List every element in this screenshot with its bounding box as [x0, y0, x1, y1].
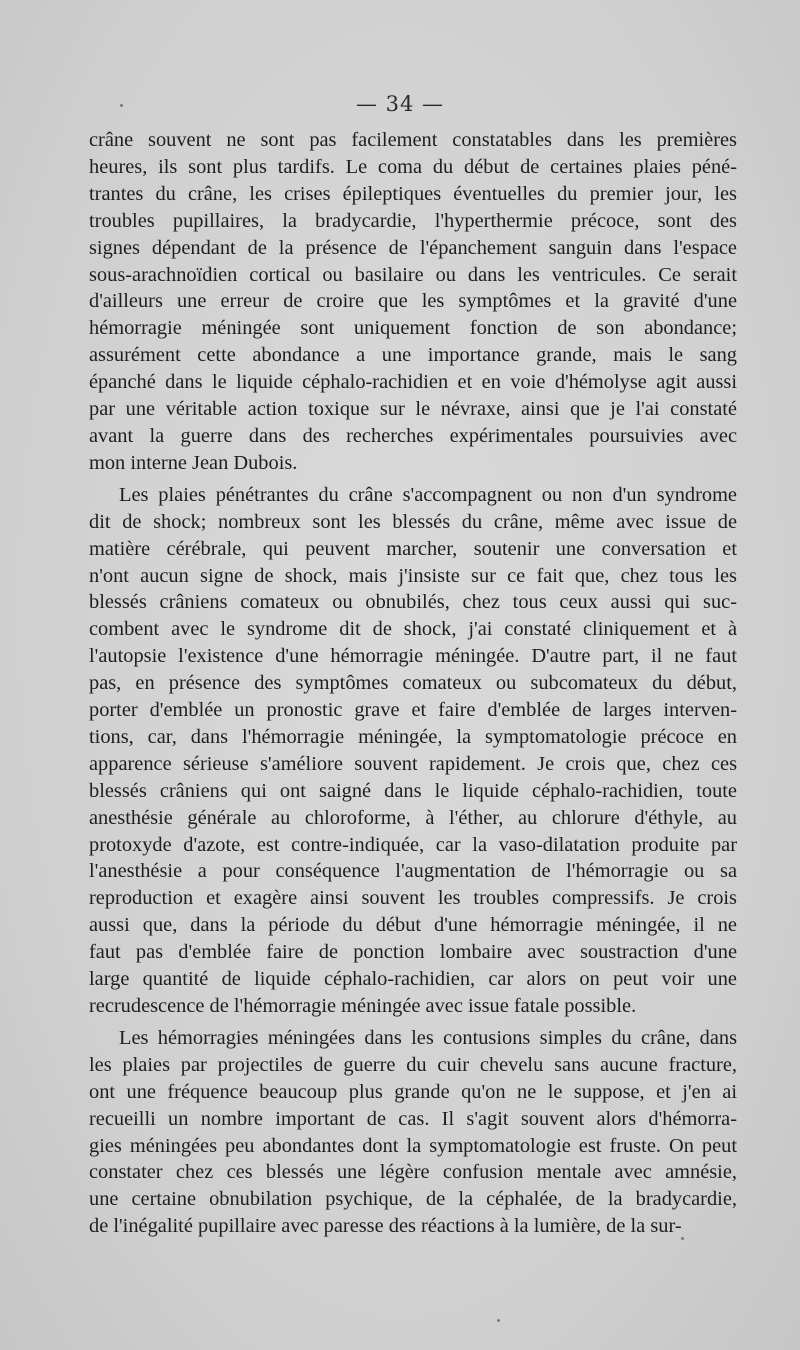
text-line: Les hémorragies méningées dans les contusions simples du crâne, dans	[119, 1026, 737, 1049]
text-line: l'autopsie l'existence d'une hémorragie méningée. D'autre part, il ne faut	[89, 645, 737, 668]
text-line: blessés crâniens qui ont saigné dans le liquide céphalo-rachidien, toute	[89, 779, 737, 802]
text-line: trantes du crâne, les crises épileptiques éventuelles du premier jour, les	[89, 182, 737, 205]
text-line: porter d'emblée un pronostic grave et faire d'emblée de larges interven-	[89, 699, 737, 722]
text-line: dit de shock; nombreux sont les blessés du crâne, même avec issue de	[89, 510, 737, 533]
ink-speck	[120, 104, 123, 107]
text-line: une certaine obnubilation psychique, de la céphalée, de la bradycardie,	[89, 1188, 737, 1211]
text-line: aussi que, dans la période du début d'une hémorragie méningée, il ne	[89, 914, 737, 937]
text-line: protoxyde d'azote, est contre-indiquée, car la vaso-dilatation produite par	[89, 833, 737, 856]
text-line: troubles pupillaires, la bradycardie, l'hyperthermie précoce, sont des	[89, 209, 737, 232]
text-line: faut pas d'emblée faire de ponction lombaire avec soustraction d'une	[89, 941, 737, 964]
text-line: blessés crâniens comateux ou obnubilés, chez tous ceux aussi qui suc-	[89, 591, 737, 614]
text-line: reproduction et exagère ainsi souvent les troubles compressifs. Je crois	[89, 887, 737, 910]
text-line: les plaies par projectiles de guerre du cuir chevelu sans aucune fracture,	[89, 1053, 737, 1076]
text-line: avant la guerre dans des recherches expérimentales poursuivies avec	[89, 424, 737, 447]
page-number: — 34 —	[355, 92, 445, 116]
text-line: hémorragie méningée sont uniquement fonction de son abondance;	[89, 317, 737, 340]
text-line: sous-arachnoïdien cortical ou basilaire ou dans les ventricules. Ce serait	[89, 263, 737, 286]
text-line: assurément cette abondance a une importance grande, mais le sang	[89, 344, 737, 367]
text-line: pas, en présence des symptômes comateux ou subcomateux du début,	[89, 672, 737, 695]
text-line: tions, car, dans l'hémorragie méningée, la symptomatologie précoce en	[89, 725, 737, 748]
text-line: apparence sérieuse s'améliore souvent rapidement. Je crois que, chez ces	[89, 752, 737, 775]
text-line: constater chez ces blessés une légère confusion mentale avec amnésie,	[89, 1161, 737, 1184]
text-line: d'ailleurs une erreur de croire que les symptômes et la gravité d'une	[89, 290, 737, 313]
paragraph	[89, 1025, 737, 1240]
text-line: large quantité de liquide céphalo-rachidien, car alors on peut voir une	[89, 968, 737, 991]
text-line: de l'inégalité pupillaire avec paresse des réactions à la lumière, de la sur-	[89, 1215, 682, 1238]
ink-speck	[681, 1237, 684, 1240]
body-text	[89, 127, 737, 1240]
text-line: l'anesthésie a pour conséquence l'augmentation de l'hémorragie ou sa	[89, 860, 737, 883]
ink-speck	[497, 1319, 500, 1322]
text-line: Les plaies pénétrantes du crâne s'accompagnent ou non d'un syndrome	[119, 483, 737, 506]
paragraph	[89, 482, 737, 1020]
text-line: gies méningées peu abondantes dont la symptomatologie est fruste. On peut	[89, 1134, 737, 1157]
text-line: matière cérébrale, qui peuvent marcher, soutenir une conversation et	[89, 537, 737, 560]
text-line: crâne souvent ne sont pas facilement constatables dans les premières	[89, 129, 737, 151]
text-line: combent avec le syndrome dit de shock, j'ai constaté cliniquement et à	[89, 618, 737, 641]
text-line: mon interne Jean Dubois.	[89, 451, 298, 474]
text-line: recrudescence de l'hémorragie méningée avec issue fatale possible.	[89, 995, 637, 1017]
text-line: ont une fréquence beaucoup plus grande qu'on ne le suppose, et j'en ai	[89, 1080, 737, 1103]
text-line: par une véritable action toxique sur le névraxe, ainsi que je l'ai constaté	[89, 398, 737, 421]
text-line: signes dépendant de la présence de l'épanchement sanguin dans l'espace	[89, 236, 737, 259]
text-line: heures, ils sont plus tardifs. Le coma du début de certaines plaies péné-	[89, 155, 737, 178]
text-line: anesthésie générale au chloroforme, à l'éther, au chlorure d'éthyle, au	[89, 806, 737, 829]
text-line: épanché dans le liquide céphalo-rachidien et en voie d'hémolyse agit aussi	[89, 371, 737, 394]
text-line: recueilli un nombre important de cas. Il s'agit souvent alors d'hémorra-	[89, 1107, 737, 1130]
paragraph	[89, 127, 737, 477]
text-line: n'ont aucun signe de shock, mais j'insiste sur ce fait que, chez tous les	[89, 564, 737, 587]
